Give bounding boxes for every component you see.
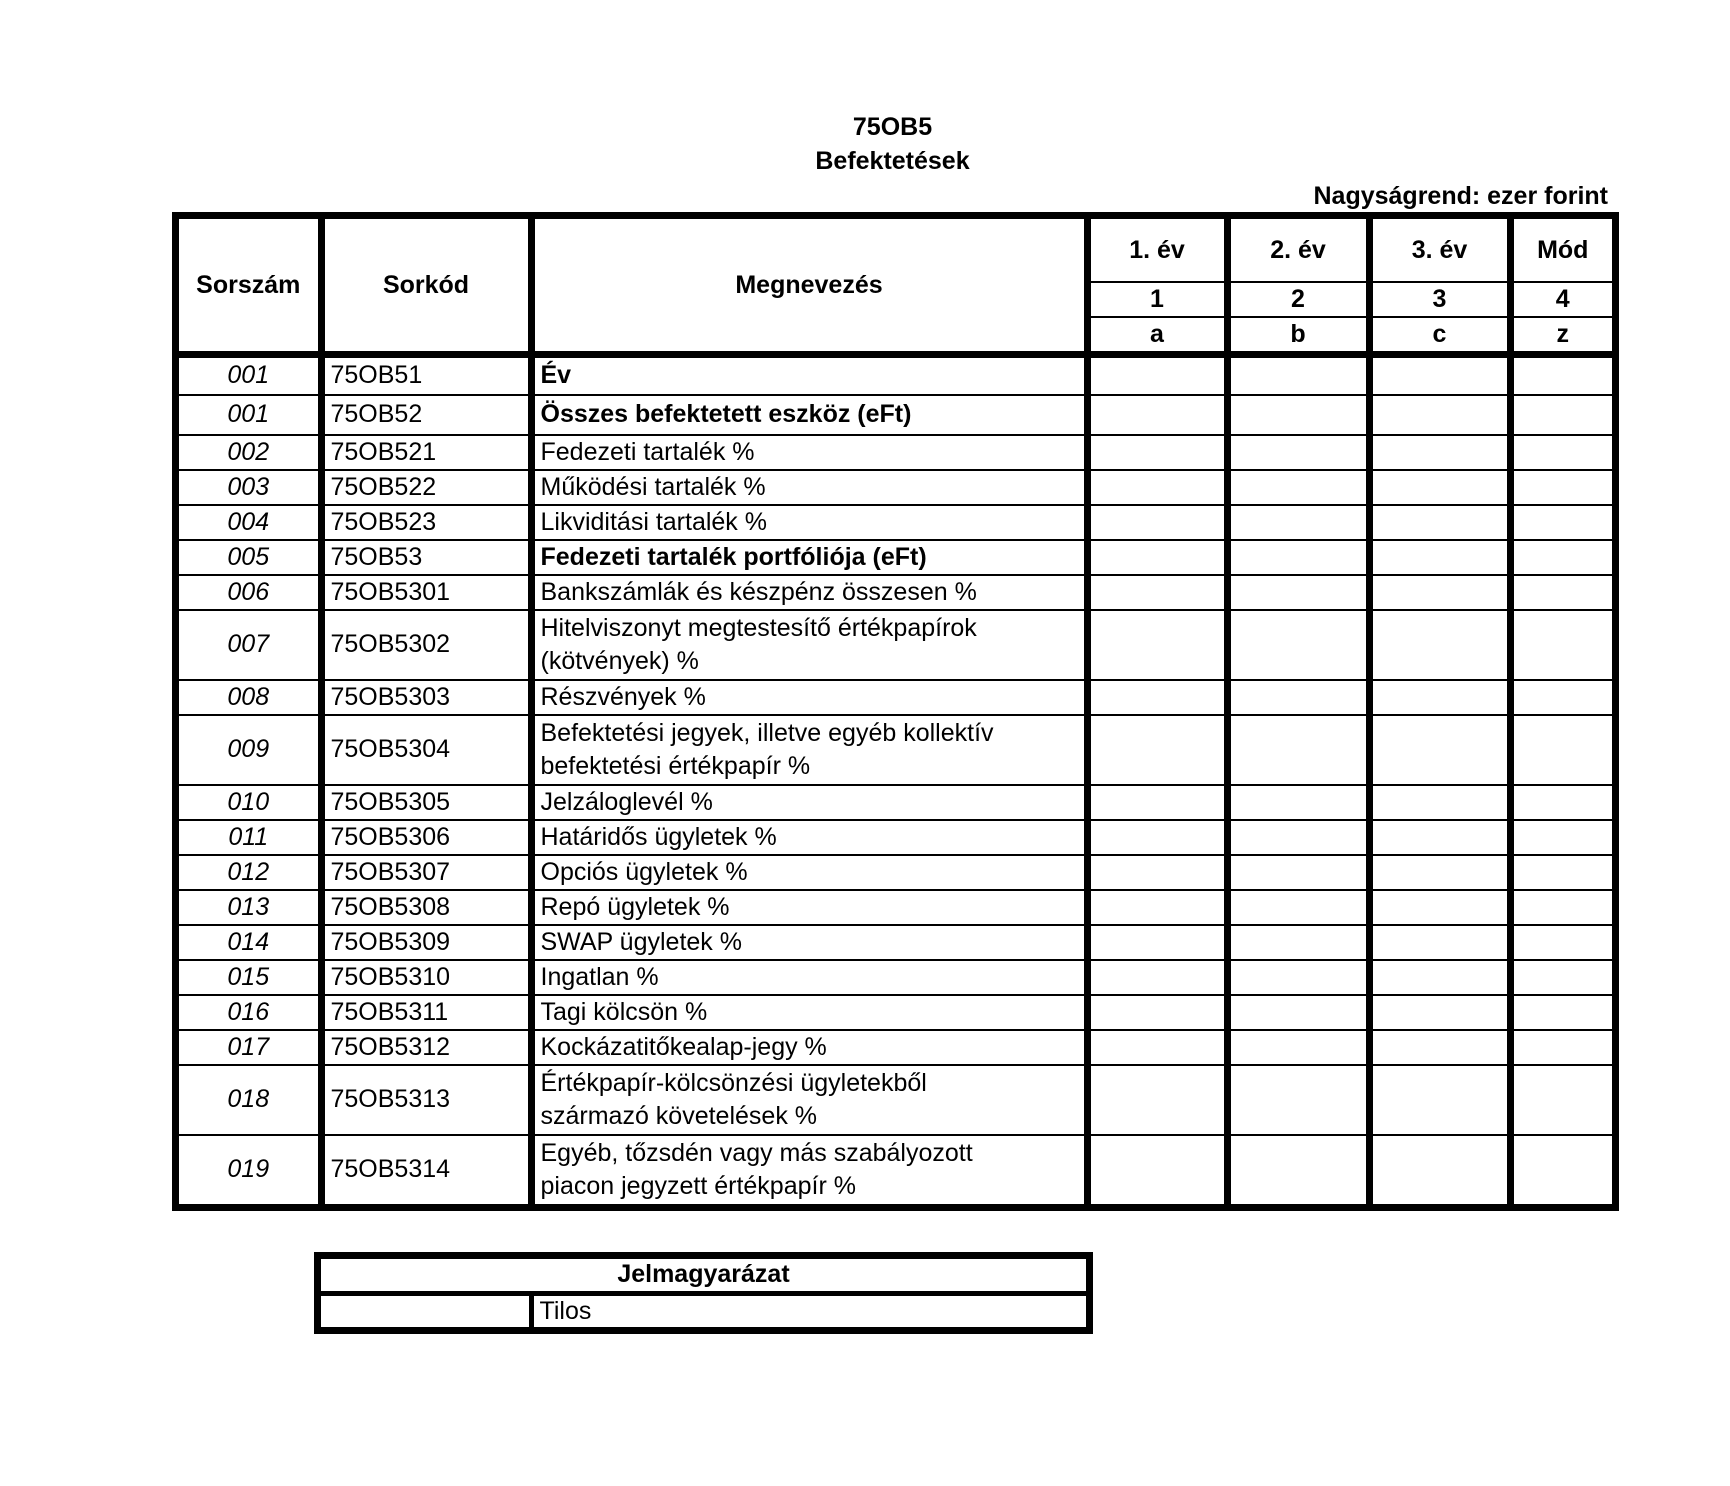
cell-input-c[interactable] xyxy=(1369,715,1510,785)
cell-sorszam: 011 xyxy=(178,820,321,855)
cell-input-z[interactable] xyxy=(1510,1065,1613,1135)
cell-megnevezes-line1: Bankszámlák és készpénz összesen % xyxy=(540,577,977,606)
cell-input-z[interactable] xyxy=(1510,890,1613,925)
cell-input-a[interactable] xyxy=(1087,960,1227,995)
col-header-megnevezes: Megnevezés xyxy=(531,218,1087,355)
cell-sorkod: 75OB5307 xyxy=(321,855,531,890)
col-letter-c: c xyxy=(1369,317,1510,355)
unit-label: Nagyságrend: ezer forint xyxy=(1313,182,1608,210)
cell-input-b[interactable] xyxy=(1227,995,1369,1030)
cell-megnevezes xyxy=(531,1030,1087,1065)
cell-input-b[interactable] xyxy=(1227,785,1369,820)
cell-input-z[interactable] xyxy=(1510,435,1613,470)
cell-sorszam: 010 xyxy=(178,785,321,820)
table-row xyxy=(178,505,1613,540)
cell-sorkod: 75OB52 xyxy=(321,395,531,435)
table-row xyxy=(178,890,1613,925)
cell-input-c[interactable] xyxy=(1369,1065,1510,1135)
cell-megnevezes xyxy=(531,540,1087,575)
cell-megnevezes xyxy=(531,680,1087,715)
cell-sorkod: 75OB522 xyxy=(321,470,531,505)
cell-input-z[interactable] xyxy=(1510,995,1613,1030)
cell-input-b[interactable] xyxy=(1227,890,1369,925)
cell-megnevezes-line1: Fedezeti tartalék portfóliója (eFt) xyxy=(540,542,927,571)
cell-input-z[interactable] xyxy=(1510,925,1613,960)
cell-input-b[interactable] xyxy=(1227,1065,1369,1135)
cell-input-z[interactable] xyxy=(1510,785,1613,820)
cell-input-c[interactable] xyxy=(1369,785,1510,820)
cell-input-b[interactable] xyxy=(1227,820,1369,855)
cell-megnevezes xyxy=(531,960,1087,995)
col-header-year-3: 3. év xyxy=(1369,218,1510,282)
legend-frame xyxy=(314,1252,1093,1334)
col-letter-z: z xyxy=(1510,317,1613,355)
cell-input-b[interactable] xyxy=(1227,355,1369,395)
cell-megnevezes-line1: Fedezeti tartalék % xyxy=(540,437,755,466)
cell-input-c[interactable] xyxy=(1369,395,1510,435)
cell-sorszam: 009 xyxy=(178,715,321,785)
cell-input-a[interactable] xyxy=(1087,995,1227,1030)
col-number-4: 4 xyxy=(1510,282,1613,317)
cell-input-a[interactable] xyxy=(1087,820,1227,855)
cell-input-a[interactable] xyxy=(1087,355,1227,395)
cell-megnevezes xyxy=(531,435,1087,470)
cell-input-c[interactable] xyxy=(1369,1030,1510,1065)
cell-sorkod: 75OB521 xyxy=(321,435,531,470)
cell-sorkod: 75OB5313 xyxy=(321,1065,531,1135)
cell-input-b[interactable] xyxy=(1227,610,1369,680)
form-title: Befektetések xyxy=(815,147,970,175)
cell-input-z[interactable] xyxy=(1510,355,1613,395)
cell-input-b[interactable] xyxy=(1227,960,1369,995)
cell-input-b[interactable] xyxy=(1227,855,1369,890)
cell-sorszam: 007 xyxy=(178,610,321,680)
cell-megnevezes-line2: befektetési értékpapír % xyxy=(540,751,811,780)
cell-sorszam: 017 xyxy=(178,1030,321,1065)
cell-input-z[interactable] xyxy=(1510,855,1613,890)
legend-item-label: Tilos xyxy=(531,1293,1087,1328)
cell-input-a[interactable] xyxy=(1087,785,1227,820)
cell-input-c[interactable] xyxy=(1369,855,1510,890)
cell-input-b[interactable] xyxy=(1227,435,1369,470)
cell-megnevezes xyxy=(531,925,1087,960)
cell-sorkod: 75OB5308 xyxy=(321,890,531,925)
cell-input-z[interactable] xyxy=(1510,575,1613,610)
table-row xyxy=(178,960,1613,995)
cell-input-c[interactable] xyxy=(1369,505,1510,540)
table-row xyxy=(178,1030,1613,1065)
cell-input-b[interactable] xyxy=(1227,925,1369,960)
cell-input-b[interactable] xyxy=(1227,470,1369,505)
cell-input-a[interactable] xyxy=(1087,610,1227,680)
cell-input-z[interactable] xyxy=(1510,505,1613,540)
cell-input-a[interactable] xyxy=(1087,715,1227,785)
cell-megnevezes-line2: származó követelések % xyxy=(540,1101,818,1130)
cell-sorszam: 019 xyxy=(178,1135,321,1205)
cell-sorszam: 004 xyxy=(178,505,321,540)
cell-sorkod: 75OB53 xyxy=(321,540,531,575)
legend-swatch xyxy=(320,1293,531,1328)
cell-megnevezes xyxy=(531,1065,1087,1135)
cell-megnevezes xyxy=(531,1135,1087,1205)
cell-input-c[interactable] xyxy=(1369,355,1510,395)
data-table xyxy=(177,217,1614,1206)
cell-sorkod: 75OB5306 xyxy=(321,820,531,855)
col-letter-a: a xyxy=(1087,317,1227,355)
cell-input-b[interactable] xyxy=(1227,540,1369,575)
table-row xyxy=(178,785,1613,820)
table-row xyxy=(178,470,1613,505)
cell-megnevezes xyxy=(531,355,1087,395)
cell-input-b[interactable] xyxy=(1227,1030,1369,1065)
cell-input-z[interactable] xyxy=(1510,680,1613,715)
cell-input-a[interactable] xyxy=(1087,1135,1227,1205)
cell-input-z[interactable] xyxy=(1510,820,1613,855)
cell-sorkod: 75OB5311 xyxy=(321,995,531,1030)
cell-megnevezes xyxy=(531,855,1087,890)
cell-input-b[interactable] xyxy=(1227,680,1369,715)
cell-sorszam: 002 xyxy=(178,435,321,470)
cell-input-b[interactable] xyxy=(1227,715,1369,785)
cell-input-z[interactable] xyxy=(1510,1135,1613,1205)
cell-megnevezes-line1: Összes befektetett eszköz (eFt) xyxy=(540,400,912,428)
table-row xyxy=(178,435,1613,470)
cell-input-c[interactable] xyxy=(1369,995,1510,1030)
cell-input-b[interactable] xyxy=(1227,395,1369,435)
cell-sorszam: 013 xyxy=(178,890,321,925)
cell-sorkod: 75OB5304 xyxy=(321,715,531,785)
table-row xyxy=(178,355,1613,395)
cell-megnevezes-line1: Tagi kölcsön % xyxy=(540,997,708,1026)
cell-input-b[interactable] xyxy=(1227,575,1369,610)
cell-input-c[interactable] xyxy=(1369,1135,1510,1205)
cell-input-z[interactable] xyxy=(1510,540,1613,575)
cell-megnevezes xyxy=(531,890,1087,925)
cell-input-z[interactable] xyxy=(1510,470,1613,505)
cell-input-z[interactable] xyxy=(1510,395,1613,435)
cell-sorkod: 75OB5310 xyxy=(321,960,531,995)
cell-input-a[interactable] xyxy=(1087,925,1227,960)
cell-megnevezes xyxy=(531,820,1087,855)
cell-sorkod: 75OB5305 xyxy=(321,785,531,820)
cell-input-c[interactable] xyxy=(1369,610,1510,680)
table-row xyxy=(178,855,1613,890)
cell-sorkod: 75OB5302 xyxy=(321,610,531,680)
col-header-sorszam: Sorszám xyxy=(178,218,321,355)
cell-megnevezes-line1: Befektetési jegyek, illetve egyéb kollektív xyxy=(540,718,994,747)
table-row xyxy=(178,925,1613,960)
table-row xyxy=(178,395,1613,435)
cell-sorkod: 75OB5309 xyxy=(321,925,531,960)
cell-input-c[interactable] xyxy=(1369,540,1510,575)
cell-input-a[interactable] xyxy=(1087,1030,1227,1065)
col-header-year-2: 2. év xyxy=(1227,218,1369,282)
cell-input-z[interactable] xyxy=(1510,960,1613,995)
col-number-2: 2 xyxy=(1227,282,1369,317)
table-row xyxy=(178,995,1613,1030)
cell-sorkod: 75OB5303 xyxy=(321,680,531,715)
cell-megnevezes-line1: Működési tartalék % xyxy=(540,472,766,501)
col-header-sorkod: Sorkód xyxy=(321,218,531,355)
cell-megnevezes xyxy=(531,715,1087,785)
cell-megnevezes xyxy=(531,395,1087,435)
cell-input-a[interactable] xyxy=(1087,395,1227,435)
cell-megnevezes xyxy=(531,610,1087,680)
cell-megnevezes-line1: Likviditási tartalék % xyxy=(540,507,767,536)
cell-sorkod: 75OB523 xyxy=(321,505,531,540)
cell-input-c[interactable] xyxy=(1369,470,1510,505)
col-header-year-1: 1. év xyxy=(1087,218,1227,282)
cell-megnevezes-line1: Egyéb, tőzsdén vagy más szabályozott xyxy=(540,1138,973,1167)
cell-megnevezes xyxy=(531,505,1087,540)
cell-megnevezes-line1: Ingatlan % xyxy=(540,962,659,991)
data-table-frame xyxy=(172,212,1619,1211)
cell-input-a[interactable] xyxy=(1087,505,1227,540)
cell-megnevezes xyxy=(531,470,1087,505)
form-code: 75OB5 xyxy=(852,113,933,141)
cell-megnevezes-line1: Opciós ügyletek % xyxy=(540,857,748,886)
col-number-3: 3 xyxy=(1369,282,1510,317)
table-row xyxy=(178,1135,1613,1205)
cell-sorkod: 75OB5314 xyxy=(321,1135,531,1205)
table-row xyxy=(178,1065,1613,1135)
col-number-1: 1 xyxy=(1087,282,1227,317)
cell-input-a[interactable] xyxy=(1087,435,1227,470)
cell-megnevezes-line2: (kötvények) % xyxy=(540,646,699,675)
legend-title: Jelmagyarázat xyxy=(320,1258,1087,1293)
cell-sorszam: 016 xyxy=(178,995,321,1030)
cell-input-c[interactable] xyxy=(1369,435,1510,470)
cell-input-a[interactable] xyxy=(1087,575,1227,610)
cell-sorkod: 75OB5301 xyxy=(321,575,531,610)
legend-table xyxy=(319,1257,1088,1329)
cell-input-z[interactable] xyxy=(1510,715,1613,785)
cell-input-a[interactable] xyxy=(1087,470,1227,505)
table-row xyxy=(178,540,1613,575)
cell-megnevezes xyxy=(531,785,1087,820)
table-row xyxy=(178,715,1613,785)
cell-input-z[interactable] xyxy=(1510,610,1613,680)
cell-input-a[interactable] xyxy=(1087,1065,1227,1135)
table-row xyxy=(178,575,1613,610)
cell-input-c[interactable] xyxy=(1369,820,1510,855)
cell-megnevezes xyxy=(531,995,1087,1030)
cell-input-c[interactable] xyxy=(1369,925,1510,960)
cell-input-a[interactable] xyxy=(1087,855,1227,890)
cell-sorszam: 005 xyxy=(178,540,321,575)
cell-sorszam: 001 xyxy=(178,395,321,435)
cell-input-a[interactable] xyxy=(1087,680,1227,715)
cell-megnevezes-line1: Határidős ügyletek % xyxy=(540,822,777,851)
cell-input-c[interactable] xyxy=(1369,960,1510,995)
cell-megnevezes-line1: Kockázatitőkealap-jegy % xyxy=(540,1032,827,1061)
cell-sorszam: 015 xyxy=(178,960,321,995)
cell-sorszam: 008 xyxy=(178,680,321,715)
cell-input-c[interactable] xyxy=(1369,575,1510,610)
cell-megnevezes-line1: Év xyxy=(540,361,572,390)
col-header-mod: Mód xyxy=(1510,218,1613,282)
cell-sorszam: 003 xyxy=(178,470,321,505)
cell-megnevezes-line1: Hitelviszonyt megtestesítő értékpapírok xyxy=(540,613,977,642)
table-row xyxy=(178,820,1613,855)
cell-sorszam: 001 xyxy=(178,355,321,395)
cell-sorszam: 006 xyxy=(178,575,321,610)
cell-input-b[interactable] xyxy=(1227,1135,1369,1205)
cell-megnevezes-line1: Repó ügyletek % xyxy=(540,892,730,921)
cell-sorszam: 012 xyxy=(178,855,321,890)
col-letter-b: b xyxy=(1227,317,1369,355)
cell-megnevezes xyxy=(531,575,1087,610)
table-row xyxy=(178,610,1613,680)
cell-input-c[interactable] xyxy=(1369,680,1510,715)
cell-input-b[interactable] xyxy=(1227,505,1369,540)
cell-megnevezes-line1: Jelzáloglevél % xyxy=(540,787,713,816)
cell-sorszam: 018 xyxy=(178,1065,321,1135)
cell-megnevezes-line1: Értékpapír-kölcsönzési ügyletekből xyxy=(540,1068,927,1097)
cell-megnevezes-line1: SWAP ügyletek % xyxy=(540,927,742,956)
cell-input-z[interactable] xyxy=(1510,1030,1613,1065)
table-row xyxy=(178,680,1613,715)
cell-input-c[interactable] xyxy=(1369,890,1510,925)
cell-megnevezes-line1: Részvények % xyxy=(540,682,706,711)
cell-input-a[interactable] xyxy=(1087,540,1227,575)
cell-sorszam: 014 xyxy=(178,925,321,960)
cell-sorkod: 75OB51 xyxy=(321,355,531,395)
cell-sorkod: 75OB5312 xyxy=(321,1030,531,1065)
cell-megnevezes-line2: piacon jegyzett értékpapír % xyxy=(540,1171,856,1200)
cell-input-a[interactable] xyxy=(1087,890,1227,925)
